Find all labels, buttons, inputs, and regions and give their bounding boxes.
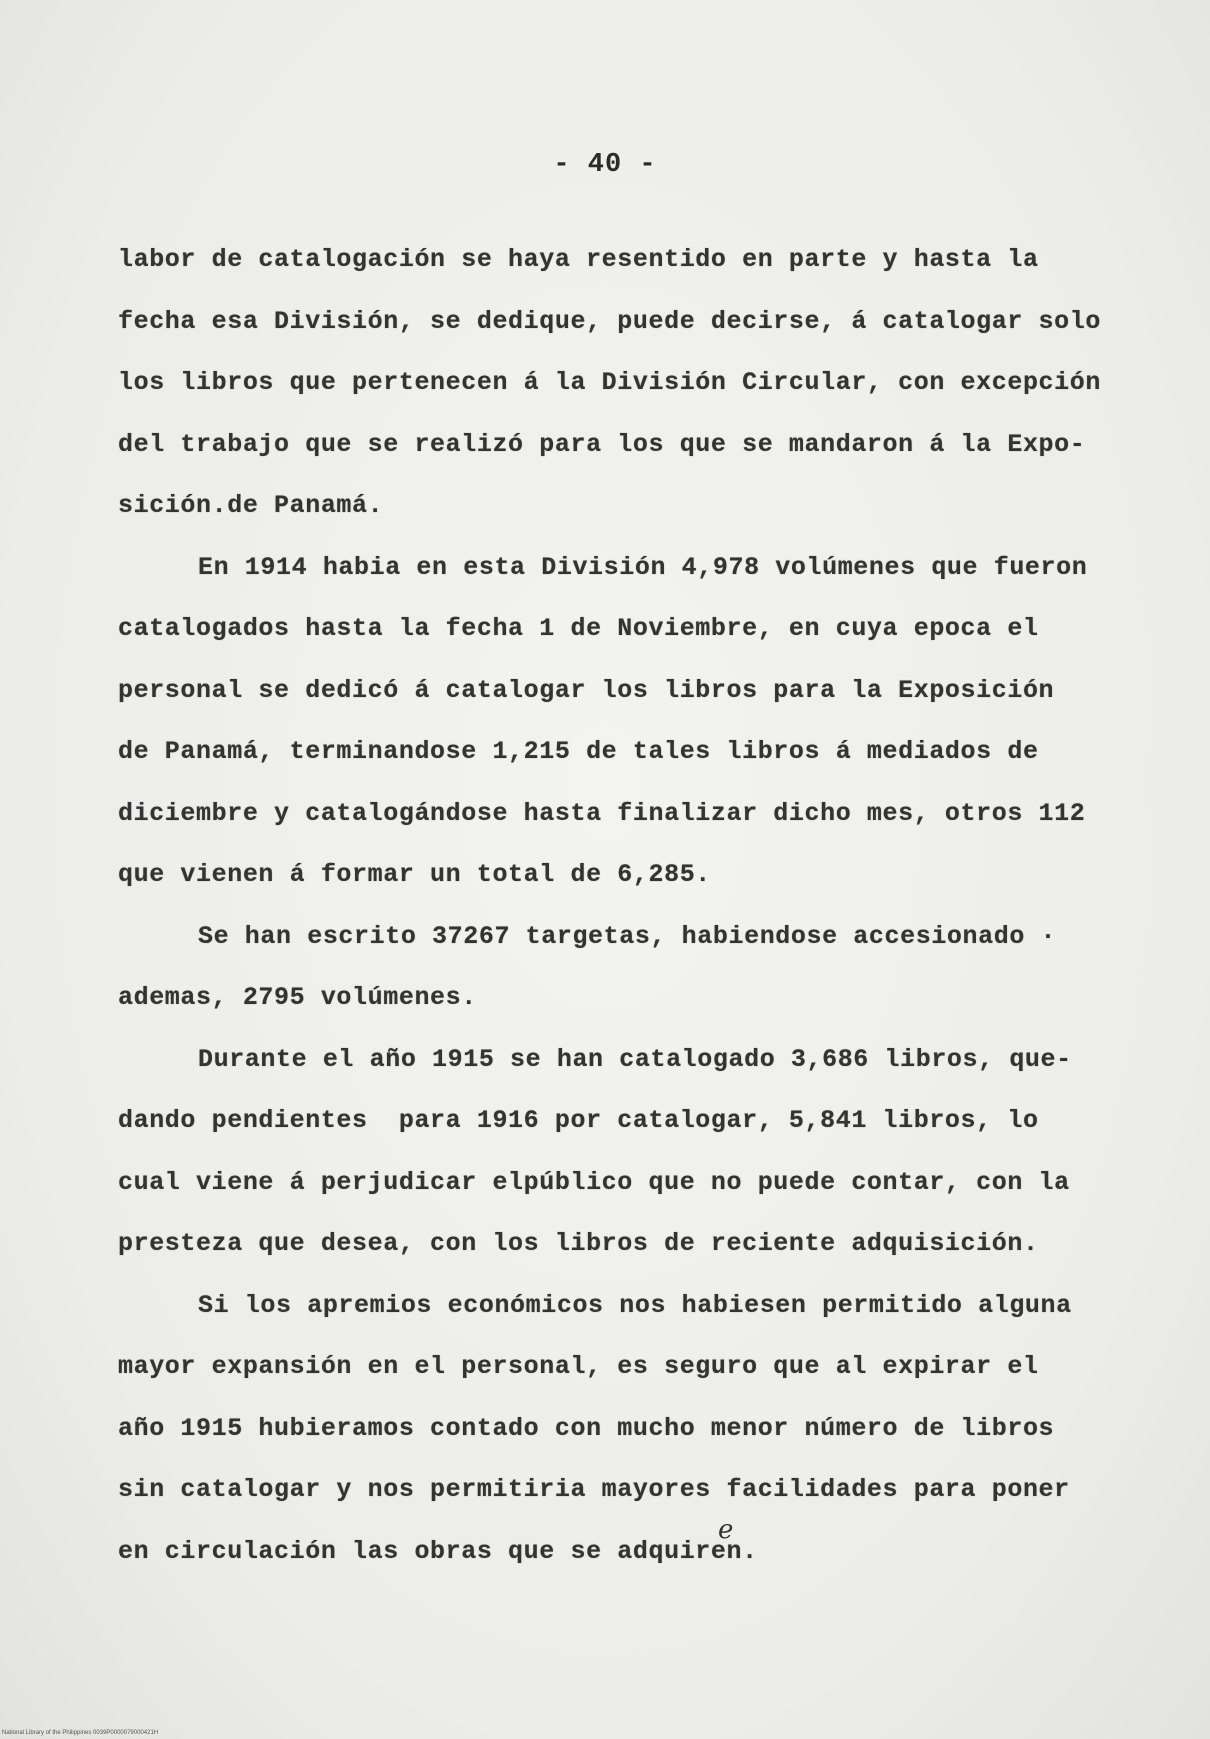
text-line: diciembre y catalogándose hasta finalizar dicho mes, otros 112 — [118, 798, 1086, 828]
paragraph-start-line: Durante el año 1915 se han catalogado 3,686 libros, que- — [198, 1044, 1072, 1074]
paragraph-start-line: En 1914 habia en esta División 4,978 volúmenes que fueron — [198, 552, 1088, 582]
archive-footer: National Library of the Philippines 0039P0000079000421H — [2, 1730, 159, 1736]
paragraph-start-line: Si los apremios económicos nos habiesen permitido alguna — [198, 1290, 1072, 1320]
text-line: sin catalogar y nos permitiria mayores facilidades para poner — [118, 1475, 1070, 1504]
text-line: sición.de Panamá. — [118, 491, 384, 520]
text-line: año 1915 hubieramos contado con mucho menor número de libros — [118, 1413, 1055, 1443]
text-line: ademas, 2795 volúmenes. — [118, 983, 477, 1012]
text-line: mayor expansión en el personal, es seguro que al expirar el — [118, 1352, 1039, 1381]
text-line: cual viene á perjudicar elpúblico que no puede contar, con la — [118, 1167, 1070, 1197]
text-line: en circulación las obras que se adquiren. — [118, 1536, 758, 1566]
text-line: personal se dedicó á catalogar los libros para la Exposición — [118, 675, 1055, 705]
text-line: presteza que desea, con los libros de reciente adquisición. — [118, 1229, 1039, 1258]
page-number: - 40 - — [553, 150, 657, 180]
paragraph-start-line: Se han escrito 37267 targetas, habiendose accesionado · — [198, 921, 1057, 951]
text-line: de Panamá, terminandose 1,215 de tales libros á mediados de — [118, 737, 1039, 766]
handwritten-correction: e — [718, 1515, 734, 1545]
text-line: dando pendientes para 1916 por catalogar, 5,841 libros, lo — [118, 1106, 1039, 1135]
text-line: catalogados hasta la fecha 1 de Noviembre, en cuya epoca el — [118, 614, 1039, 643]
text-line: que vienen á formar un total de 6,285. — [118, 860, 711, 889]
text-line: labor de catalogación se haya resentido en parte y hasta la — [118, 245, 1039, 274]
text-line: los libros que pertenecen á la División Circular, con excepción — [118, 368, 1101, 397]
body-text — [118, 240, 1138, 1593]
text-line: fecha esa División, se dedique, puede decirse, á catalogar solo — [118, 306, 1101, 336]
text-line: del trabajo que se realizó para los que se mandaron á la Expo- — [118, 429, 1086, 459]
